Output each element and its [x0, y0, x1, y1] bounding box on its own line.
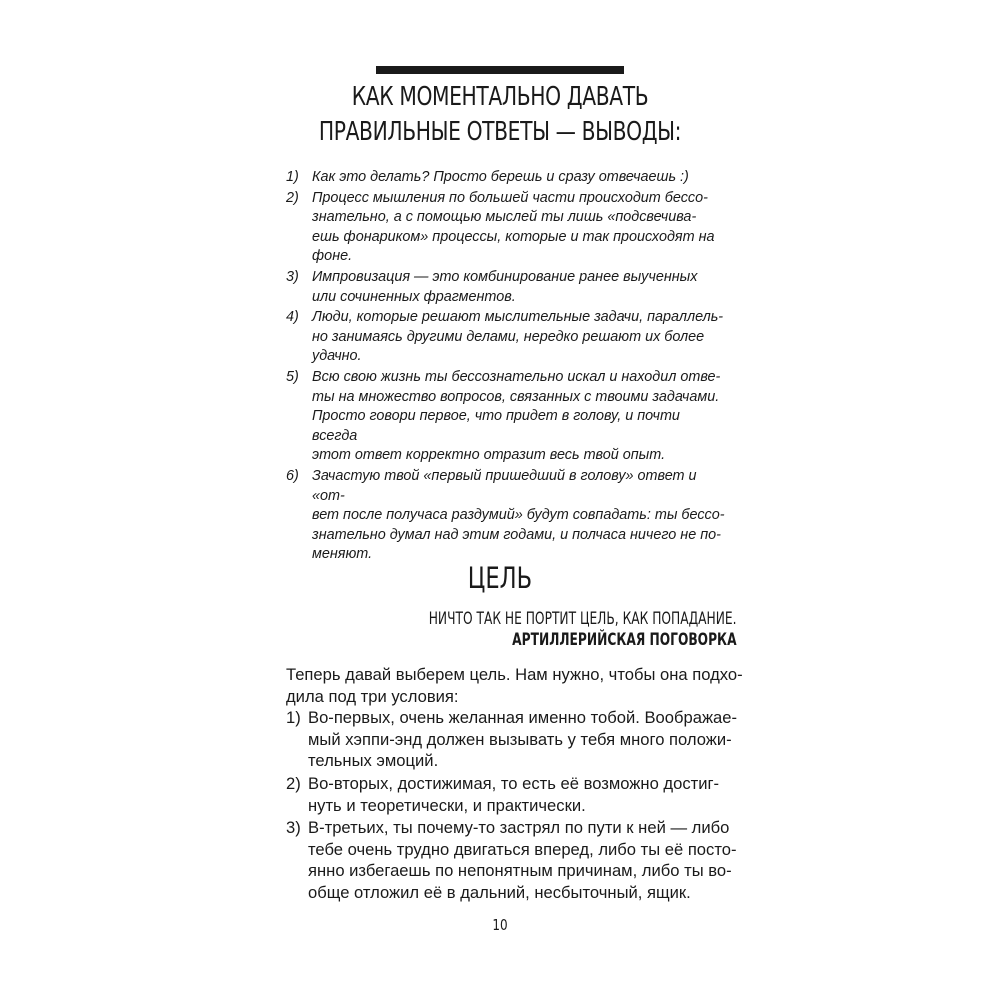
conclusion-number: 5) [286, 368, 299, 385]
conclusion-line: Процесс мышления по большей части происходит бессо- [312, 189, 708, 206]
condition-line: обще отложил её в дальний, несбыточный, ящик. [308, 882, 691, 902]
goal-body [286, 664, 746, 905]
condition-line: нуть и теоретически, и практически. [308, 795, 586, 815]
condition-number: 3) [286, 818, 301, 838]
intro-line: дила под три условия: [286, 686, 459, 706]
condition-item [286, 707, 746, 772]
condition-item [286, 773, 746, 816]
conclusion-item [286, 368, 726, 466]
condition-line: В-третьих, ты почему-то застрял по пути к ней — либо [308, 818, 730, 838]
condition-line: Во-вторых, достижимая, то есть её возможно достиг- [308, 773, 720, 793]
conclusion-item [286, 467, 726, 565]
condition-line: тебе очень трудно двигаться вперед, либо ты её посто- [308, 839, 737, 859]
conditions-list [286, 707, 746, 903]
page-number: 10 [492, 916, 508, 934]
section-title-line-2: ПРАВИЛЬНЫЕ ОТВЕТЫ — ВЫВОДЫ: [318, 117, 682, 147]
conclusion-line: знательно думал над этим годами, и полчаса ничего не по- [312, 526, 721, 543]
epigraph-quote: НИЧТО ТАК НЕ ПОРТИТ ЦЕЛЬ, КАК ПОПАДАНИЕ. [429, 609, 737, 629]
condition-number: 2) [286, 773, 301, 793]
epigraph [429, 609, 737, 651]
intro-paragraph [286, 664, 746, 707]
conclusion-line: фоне. [312, 248, 353, 265]
conclusion-number: 6) [286, 467, 299, 484]
conclusion-line: этот ответ корректно отразит весь твой опыт. [312, 447, 666, 464]
condition-line: мый хэппи-энд должен вызывать у тебя много положи- [308, 729, 732, 749]
epigraph-source: АРТИЛЛЕРИЙСКАЯ ПОГОВОРКА [512, 630, 737, 650]
conclusion-line: знательно, а с помощью мыслей ты лишь «подсвечива- [312, 209, 697, 226]
conclusion-line: Импровизация — это комбинирование ранее выученных [312, 268, 698, 285]
top-rule [376, 66, 624, 74]
conclusion-line: удачно. [312, 348, 362, 365]
conclusion-line: Как это делать? Просто берешь и сразу отвечаешь :) [312, 169, 689, 185]
conclusion-number: 4) [286, 309, 299, 326]
conclusion-number: 3) [286, 268, 299, 285]
conclusion-line: но занимаясь другими делами, нередко решают их более [312, 328, 705, 345]
conclusion-line: вет после получаса раздумий» будут совпадать: ты бессо- [312, 507, 725, 524]
conclusions-list [286, 168, 726, 566]
conclusion-line: Зачастую твой «первый пришедший в голову» ответ и «от- [312, 467, 697, 504]
section-title-line-1: КАК МОМЕНТАЛЬНО ДАВАТЬ [351, 82, 649, 112]
conclusion-line: Люди, которые решают мыслительные задачи, параллель- [312, 309, 724, 326]
conclusion-number: 2) [286, 189, 299, 206]
conclusion-line: ешь фонариком» процессы, которые и так происходят на [312, 228, 715, 245]
conclusion-item [286, 168, 726, 188]
conclusion-number: 1) [286, 169, 299, 185]
conclusion-line: или сочиненных фрагментов. [312, 288, 516, 305]
condition-line: тельных эмоций. [308, 751, 439, 771]
goal-title: ЦЕЛЬ [467, 561, 533, 595]
conclusion-item [286, 189, 726, 267]
conclusion-line: ты на множество вопросов, связанных с твоими задачами. [312, 388, 720, 405]
condition-number: 1) [286, 708, 301, 728]
conclusion-item [286, 268, 726, 307]
conclusion-item [286, 308, 726, 367]
condition-item [286, 817, 746, 903]
condition-line: янно избегаешь по непонятным причинам, либо ты во- [308, 861, 732, 881]
condition-line: Во-первых, очень желанная именно тобой. Воображае- [308, 708, 738, 728]
conclusion-line: Просто говори первое, что придет в голову, и почти всегда [312, 408, 680, 444]
intro-line: Теперь давай выберем цель. Нам нужно, чтобы она подхо- [286, 665, 743, 684]
conclusion-line: Всю свою жизнь ты бессознательно искал и находил отве- [312, 368, 721, 385]
conclusion-line: меняют. [312, 546, 373, 563]
